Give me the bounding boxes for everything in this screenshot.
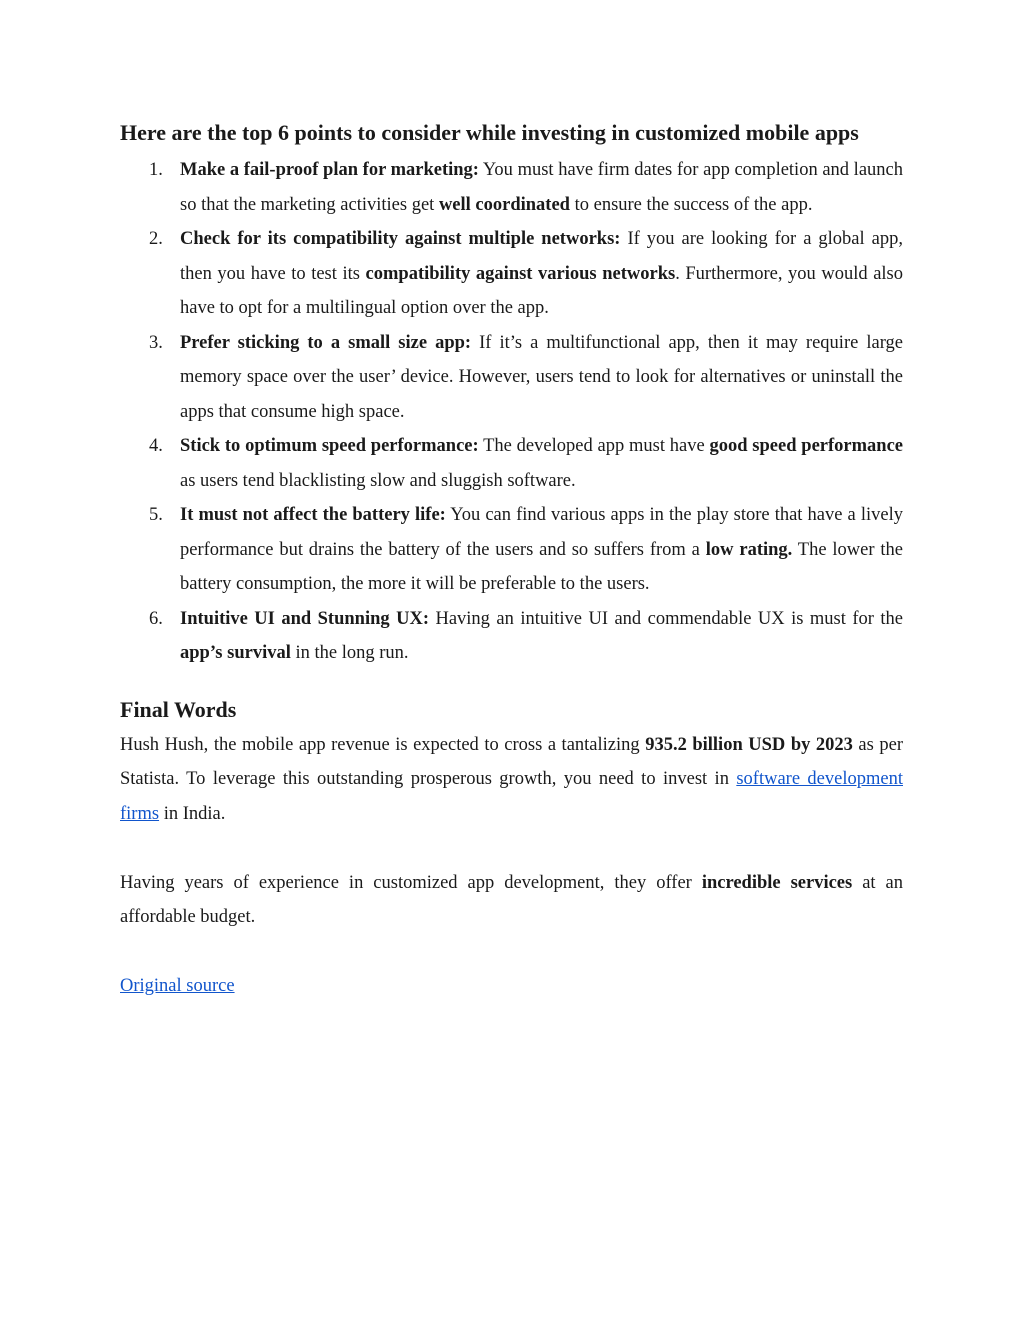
section-heading: Here are the top 6 points to consider while investing in customized mobile apps: [120, 120, 859, 145]
point-text-end: to ensure the success of the app.: [569, 194, 813, 215]
source-paragraph: [120, 969, 903, 1004]
software-development-firms-link[interactable]: software development firms: [120, 769, 903, 824]
paragraph-text: in India.: [159, 803, 226, 824]
point-emphasis: well coordinated: [438, 194, 570, 215]
revenue-paragraph: [120, 728, 903, 832]
list-item-6: [149, 602, 903, 671]
point-emphasis: compatibility against various networks: [365, 263, 676, 284]
point-text: Having an intuitive UI and commendable UX is must for the: [429, 608, 903, 629]
list-item-1: [149, 153, 903, 222]
paragraph-text: Having years of experience in customized app development, they offer: [120, 872, 702, 893]
list-number: 2.: [149, 229, 163, 249]
list-number: 5.: [149, 505, 163, 525]
final-words-heading: Final Words: [120, 696, 237, 722]
list-number: 6.: [149, 608, 163, 629]
point-text: If it’s a multifunctional app, then it may require large memory space over the user’ device. However, users tend to look for alternatives or uninstall the apps that consume high space.: [180, 332, 903, 422]
paragraph-text: Hush Hush, the mobile app revenue is expected to cross a tantalizing: [120, 734, 646, 755]
list-item-2: [149, 222, 903, 326]
point-text-end: as users tend blacklisting slow and sluggish software.: [180, 470, 576, 491]
point-text: If you are looking for a global app, then you have to test its: [180, 229, 903, 284]
point-text-end: The lower the battery consumption, the more it will be preferable to the users.: [180, 539, 903, 594]
experience-paragraph: [120, 866, 903, 935]
list-item-4: [149, 429, 903, 498]
list-item-3: [149, 326, 903, 430]
list-number: 1.: [149, 160, 163, 180]
point-title: It must not affect the battery life:: [180, 505, 446, 525]
point-text-end: in the long run.: [290, 643, 409, 663]
point-title: Check for its compatibility against multiple networks:: [180, 229, 621, 249]
paragraph-text: as per Statista. To leverage this outstanding prosperous growth, you need to invest in: [120, 734, 903, 789]
point-text: You must have firm dates for app completion and launch so that the marketing activities get: [180, 160, 903, 215]
point-title: Prefer sticking to a small size app:: [180, 332, 472, 353]
services-emphasis: incredible services: [701, 872, 853, 893]
point-emphasis: low rating.: [705, 539, 793, 560]
list-number: 4.: [149, 436, 163, 456]
document-page: [120, 113, 903, 1004]
revenue-figure: 935.2 billion USD by 2023: [645, 734, 853, 755]
point-title: Stick to optimum speed performance:: [180, 436, 479, 456]
point-emphasis: app’s survival: [180, 643, 291, 663]
paragraph-text: at an affordable budget.: [120, 872, 904, 927]
point-text: The developed app must have: [478, 436, 710, 456]
point-emphasis: good speed performance: [709, 436, 903, 456]
points-list: [120, 153, 903, 671]
original-source-link[interactable]: Original source: [120, 976, 235, 996]
point-title: Intuitive UI and Stunning UX:: [180, 608, 429, 629]
list-number: 3.: [149, 332, 163, 353]
point-title: Make a fail-proof plan for marketing:: [180, 160, 479, 180]
list-item-5: [149, 498, 903, 602]
point-text-end: . Furthermore, you would also have to opt for a multilingual option over the app.: [180, 263, 903, 318]
point-text: You can find various apps in the play store that have a lively performance but drains the battery of the users and so suffers from a: [180, 505, 903, 560]
